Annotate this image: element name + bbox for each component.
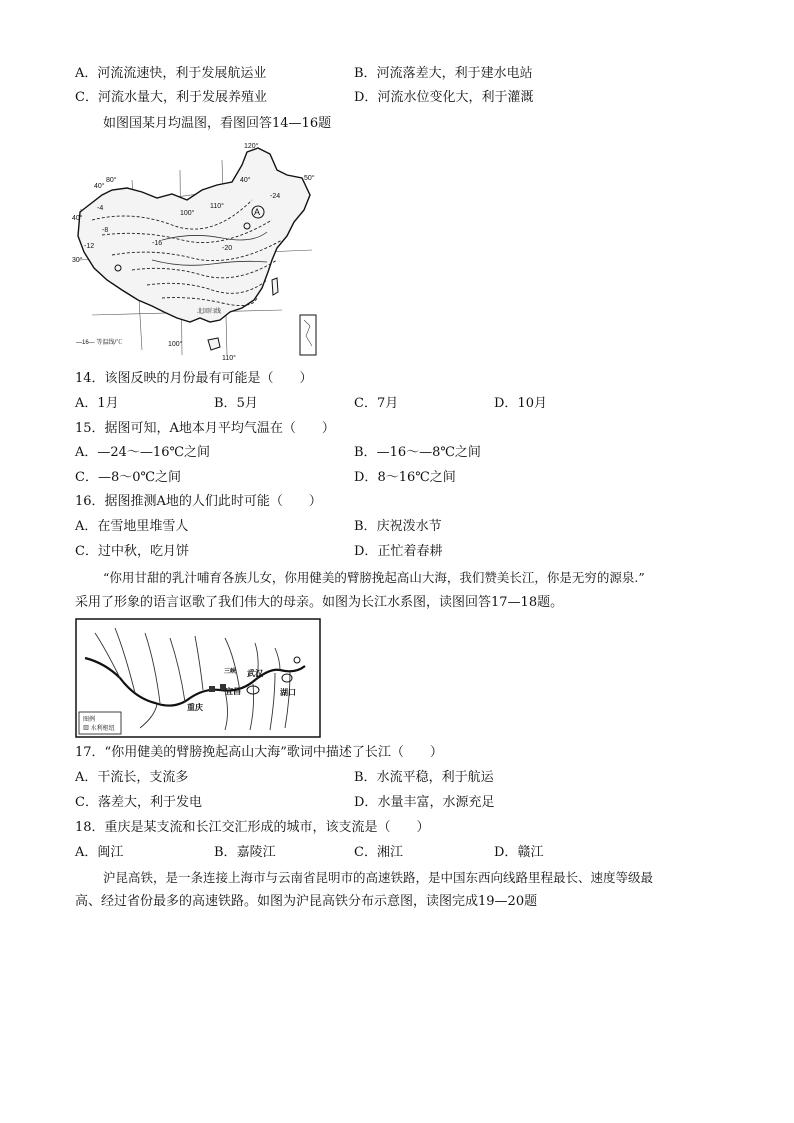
q15-option-b: [354, 444, 481, 462]
option-letter: C．: [75, 470, 98, 485]
inset-box: [300, 315, 316, 355]
option-letter: C．: [75, 795, 98, 810]
q15-option-c: [75, 469, 181, 487]
yangtze-map: [75, 618, 321, 738]
map-lat-label: 50°: [304, 175, 315, 182]
option-letter: D．: [494, 845, 518, 860]
option-text: 1月: [97, 396, 119, 411]
map-lat-label: 40°: [72, 215, 83, 222]
isotherm-label: -24: [270, 193, 281, 200]
option-letter: D．: [354, 544, 378, 559]
isotherm-label: -4: [97, 205, 104, 212]
city-label-yichang: 宜昌: [225, 687, 241, 696]
map-lon-label: 110°: [210, 203, 224, 210]
option-letter: D．: [354, 470, 378, 485]
q14-option-c: [354, 395, 398, 413]
option-text: 湘江: [376, 845, 403, 860]
option-text: —24～—16℃之间: [97, 445, 211, 460]
isotherm-label: -12: [84, 243, 95, 250]
option-text: 5月: [236, 396, 258, 411]
q13-option-c: [75, 89, 267, 107]
option-letter: B．: [354, 66, 377, 81]
option-text: —16～—8℃之间: [376, 445, 481, 460]
option-text: 嘉陵江: [236, 845, 276, 860]
map-lon-label: 110°: [222, 355, 236, 362]
option-text: 7月: [376, 396, 399, 411]
option-letter: A．: [75, 770, 98, 785]
q15-option-a: [75, 444, 210, 462]
option-letter: B．: [214, 845, 237, 860]
option-text: 干流长，支流多: [97, 770, 189, 785]
option-letter: A．: [75, 519, 98, 534]
option-text: 过中秋，吃月饼: [97, 544, 189, 559]
city-label-hukou: 湖口: [280, 688, 296, 697]
q16-option-b: [354, 518, 442, 536]
q13-option-a: [75, 65, 266, 83]
option-letter: C．: [75, 544, 98, 559]
isotherm-label: -8: [102, 227, 109, 234]
intro-19-20-line-2: 高、经过省份最多的高速铁路。如图为沪昆高铁分布示意图，读图完成19—20题: [75, 894, 538, 909]
option-letter: A．: [75, 445, 98, 460]
q13-option-b: [354, 65, 533, 83]
option-text: 正忙着春耕: [377, 544, 443, 559]
point-a-label: A: [254, 207, 261, 217]
q17-option-d: [354, 794, 494, 812]
option-text: 8～16℃之间: [377, 470, 456, 485]
q14-option-b: [214, 395, 258, 413]
q17-option-b: [354, 769, 494, 787]
q14-option-a: [75, 395, 119, 413]
option-text: 落差大，利于发电: [97, 795, 202, 810]
temperature-map-figure: [72, 140, 322, 362]
map-legend-text: —16— 等温线/℃: [76, 340, 123, 346]
option-letter: A．: [75, 845, 98, 860]
option-text: 河流水量大，利于发展养殖业: [97, 90, 267, 105]
option-letter: A．: [75, 66, 98, 81]
option-text: 庆祝泼水节: [376, 519, 442, 534]
option-text: —8～0℃之间: [97, 470, 182, 485]
q13-option-d: [354, 89, 533, 107]
option-letter: D．: [494, 396, 518, 411]
q18-option-a: [75, 844, 123, 862]
isotherm-label: -20: [222, 245, 233, 252]
option-text: 水量丰富，水源充足: [377, 795, 495, 810]
option-letter: C．: [354, 845, 377, 860]
island-outline: [272, 278, 278, 295]
tropic-label: 北回归线: [197, 309, 222, 315]
dam-icon: [209, 686, 215, 692]
option-text: 在雪地里堆雪人: [97, 519, 189, 534]
q16-option-a: [75, 518, 188, 536]
legend-title: 图例: [83, 717, 96, 723]
city-label-three-gorges: 三峡: [224, 669, 237, 675]
city-label-chongqing: 重庆: [187, 703, 203, 712]
option-letter: D．: [354, 795, 378, 810]
q15-stem: 15．据图可知，A地本月平均气温在（ ）: [75, 421, 335, 436]
option-letter: C．: [354, 396, 377, 411]
q18-option-d: [494, 844, 543, 862]
map-lat-label: 40°: [240, 177, 251, 184]
intro-19-20-line-1: 沪昆高铁，是一条连接上海市与云南省昆明市的高速铁路，是中国东西向线路里程最长、速度等级最: [103, 870, 654, 885]
option-letter: C．: [75, 90, 98, 105]
option-text: 河流流速快，利于发展航运业: [97, 66, 267, 81]
q18-option-b: [214, 844, 276, 862]
legend-item: ▨ 水利枢纽: [83, 726, 115, 732]
q16-option-c: [75, 543, 189, 561]
q17-stem: 17．“你用健美的臂膀挽起高山大海”歌词中描述了长江（ ）: [75, 745, 443, 760]
q14-option-d: [494, 395, 547, 413]
intro-17-18-line-1: “你用甘甜的乳汁哺育各族儿女，你用健美的臂膀挽起高山大海，我们赞美长江，你是无穷的源泉.”: [103, 570, 645, 585]
q17-option-c: [75, 794, 202, 812]
option-text: 赣江: [517, 845, 544, 860]
q16-stem: 16．据图推测A地的人们此时可能（ ）: [75, 494, 322, 509]
map-lon-label: 100°: [180, 210, 195, 217]
isotherm-label: -16: [152, 240, 163, 247]
city-label-wuhan: 武汉: [247, 669, 263, 678]
option-letter: D．: [354, 90, 378, 105]
q17-option-a: [75, 769, 188, 787]
option-letter: B．: [214, 396, 237, 411]
q18-stem: 18．重庆是某支流和长江交汇形成的城市，该支流是（ ）: [75, 820, 430, 835]
option-text: 10月: [517, 396, 547, 411]
intro-17-18-line-2: 采用了形象的语言讴歌了我们伟大的母亲。如图为长江水系图，读图回答17—18题。: [75, 595, 564, 610]
temperature-map: [72, 140, 322, 362]
q16-option-d: [354, 543, 442, 561]
option-text: 闽江: [97, 845, 124, 860]
map-lon-label: 100°: [168, 341, 183, 348]
yangtze-map-figure: [75, 618, 321, 738]
intro-14-16: 如图国某月均温图，看图回答14—16题: [103, 116, 332, 131]
q14-stem: 14．该图反映的月份最有可能是（ ）: [75, 371, 313, 386]
map-lat-label: 30°: [72, 257, 83, 264]
option-letter: A．: [75, 396, 98, 411]
q18-option-c: [354, 844, 403, 862]
option-letter: B．: [354, 770, 377, 785]
option-text: 水流平稳，利于航运: [376, 770, 494, 785]
q15-option-d: [354, 469, 456, 487]
map-lon-label: 80°: [106, 177, 117, 184]
option-letter: B．: [354, 519, 377, 534]
map-lon-label: 120°: [244, 143, 259, 150]
option-text: 河流水位变化大，利于灌溉: [377, 90, 534, 105]
option-text: 河流落差大，利于建水电站: [376, 66, 533, 81]
map-lon-label: 40°: [94, 183, 105, 190]
option-letter: B．: [354, 445, 377, 460]
